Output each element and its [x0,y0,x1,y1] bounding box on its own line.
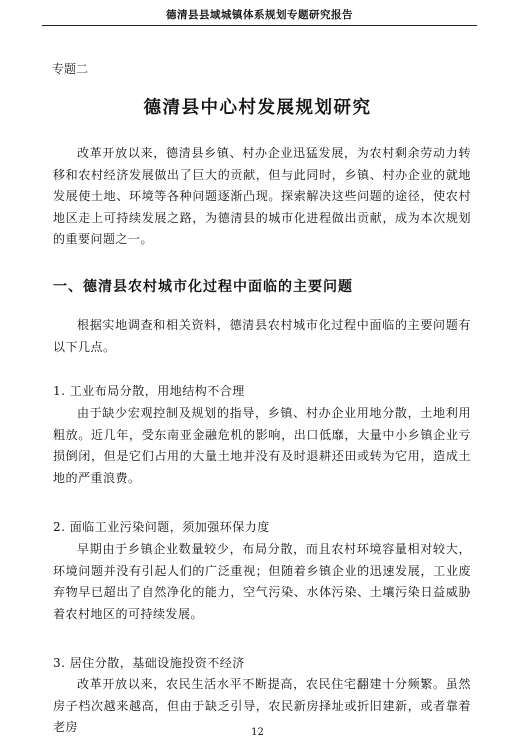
intro-paragraph: 改革开放以来，德清县乡镇、村办企业迅猛发展，为农村剩余劳动力转移和农村经济发展做出了巨大的贡献，但与此同时，乡镇、村办企业的就地发展使土地、环境等各种问题逐渐凸现。探索解决这些问题的途径，使农村地区走上可持续发展之路，为德清县的城市化进程做出贡献，成为本次规划的重要问题之一。 [53,146,471,246]
section-intro-paragraph: 根据实地调查和相关资料，德清县农村城市化过程中面临的主要问题有以下几点。 [53,318,471,354]
subsection-body-3: 改革开放以来，农民生活水平不断提高，农民住宅翻建十分频繁。虽然房子档次越来越高，但由于缺乏引导，农民新房择址或折旧建新，或者靠着老房 [53,677,471,734]
page-number: 12 [251,727,264,738]
subsection-heading-2: 2. 面临工业污染问题，须加强环保力度 [53,520,270,534]
subsection-heading-1: 1. 工业布局分散，用地结构不合理 [53,384,245,398]
document-title: 德清县中心村发展规划研究 [143,98,372,118]
subsection-body-2: 早期由于乡镇企业数量较少，布局分散，而且农村环境容量相对较大，环境问题并没有引起人们的广泛重视；但随着乡镇企业的迅速发展，工业废弃物早已超出了自然净化的能力，空气污染、水体污染、土壤污染日益威胁着农村地区的可持续发展。 [53,542,471,621]
subsection-body-1: 由于缺少宏观控制及规划的指导，乡镇、村办企业用地分散，土地利用粗放。近几年，受东南亚金融危机的影响，出口低靡，大量中小乡镇企业亏损倒闭，但是它们占用的大量土地并没有及时退耕还田或转为它用，造成土地的严重浪费。 [53,406,471,485]
section-heading: 一、德清县农村城市化过程中面临的主要问题 [53,279,353,295]
section-tag: 专题二 [52,62,89,76]
subsection-heading-3: 3. 居住分散，基础设施投资不经济 [53,656,245,670]
running-header: 德清县县域城镇体系规划专题研究报告 [42,4,477,26]
